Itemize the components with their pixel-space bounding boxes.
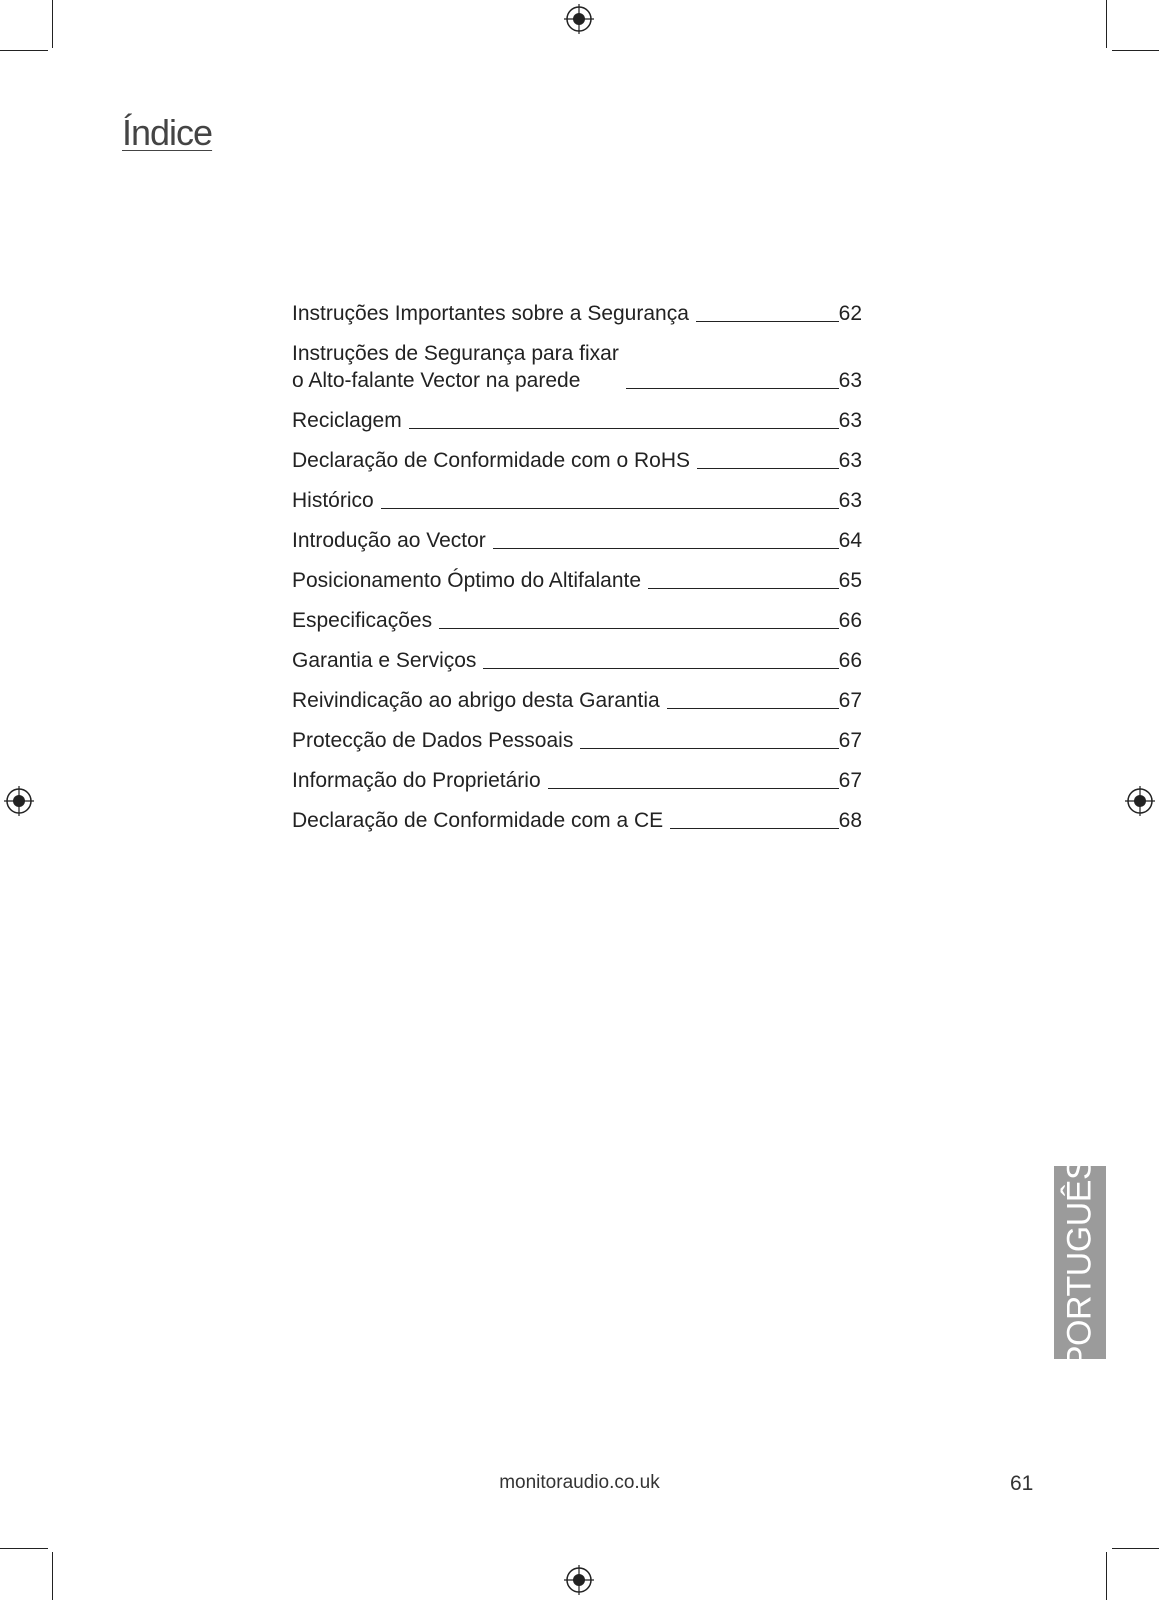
footer-url: monitoraudio.co.uk bbox=[499, 1472, 660, 1493]
toc-entry[interactable] bbox=[292, 340, 862, 394]
toc-leader bbox=[439, 628, 839, 629]
toc-leader bbox=[580, 748, 838, 749]
toc-entry-page: 66 bbox=[838, 649, 862, 672]
toc-entry-title: Histórico bbox=[292, 489, 374, 512]
toc-entry-page: 67 bbox=[838, 769, 862, 792]
toc-entry-title: Declaração de Conformidade com o RoHS bbox=[292, 449, 691, 472]
toc-entry[interactable] bbox=[292, 300, 862, 327]
toc-entry-title: Protecção de Dados Pessoais bbox=[292, 729, 574, 752]
toc-entry-page: 63 bbox=[838, 489, 862, 512]
language-tab bbox=[1054, 1157, 1106, 1368]
toc-entry-page: 67 bbox=[838, 729, 862, 752]
toc-entry-title: Introdução ao Vector bbox=[292, 529, 486, 552]
registration-mark-icon bbox=[1125, 786, 1155, 816]
toc-entry-title: Especificações bbox=[292, 609, 433, 632]
page-number: 61 bbox=[1010, 1472, 1034, 1495]
toc-entry[interactable] bbox=[292, 647, 862, 674]
toc-entry-title-line: o Alto-falante Vector na parede bbox=[292, 369, 581, 392]
crop-mark bbox=[1112, 1548, 1159, 1549]
toc-leader bbox=[648, 588, 839, 589]
table-of-contents bbox=[292, 300, 862, 847]
toc-leader bbox=[548, 788, 839, 789]
toc-entry[interactable] bbox=[292, 607, 862, 634]
toc-entry[interactable] bbox=[292, 687, 862, 714]
toc-entry-page: 63 bbox=[838, 449, 862, 472]
toc-entry-page: 63 bbox=[838, 369, 862, 392]
toc-entry-title: Posicionamento Óptimo do Altifalante bbox=[292, 569, 642, 592]
toc-entry-title: Garantia e Serviços bbox=[292, 649, 477, 672]
toc-leader bbox=[483, 668, 838, 669]
toc-entry-page: 66 bbox=[838, 609, 862, 632]
registration-mark-icon bbox=[564, 1565, 594, 1595]
toc-entry-page: 63 bbox=[838, 409, 862, 432]
crop-mark bbox=[0, 50, 48, 51]
toc-leader bbox=[493, 548, 839, 549]
crop-mark bbox=[1106, 0, 1107, 48]
registration-mark-icon bbox=[564, 4, 594, 34]
toc-entry[interactable] bbox=[292, 567, 862, 594]
crop-mark bbox=[1106, 1552, 1107, 1600]
crop-mark bbox=[52, 1552, 53, 1600]
toc-entry-title: Informação do Proprietário bbox=[292, 769, 541, 792]
toc-entry[interactable] bbox=[292, 807, 862, 834]
toc-entry[interactable] bbox=[292, 487, 862, 514]
registration-mark-icon bbox=[4, 786, 34, 816]
toc-entry[interactable] bbox=[292, 727, 862, 754]
toc-leader bbox=[696, 321, 839, 322]
crop-mark bbox=[0, 1548, 48, 1549]
toc-leader bbox=[626, 388, 839, 389]
toc-leader bbox=[697, 468, 839, 469]
toc-entry[interactable] bbox=[292, 407, 862, 434]
toc-entry-page: 62 bbox=[838, 302, 862, 325]
toc-leader bbox=[667, 708, 839, 709]
toc-entry-title: Declaração de Conformidade com a CE bbox=[292, 809, 664, 832]
toc-entry-page: 65 bbox=[838, 569, 862, 592]
toc-entry[interactable] bbox=[292, 767, 862, 794]
toc-entry-page: 67 bbox=[838, 689, 862, 712]
toc-entry-title: Reivindicação ao abrigo desta Garantia bbox=[292, 689, 660, 712]
crop-mark bbox=[1112, 50, 1159, 51]
language-tab-label: PORTUGUÊS bbox=[1060, 1157, 1099, 1368]
toc-leader bbox=[409, 428, 839, 429]
toc-entry-page: 68 bbox=[838, 809, 862, 832]
toc-entry-title bbox=[292, 340, 619, 394]
toc-leader bbox=[670, 828, 838, 829]
toc-entry[interactable] bbox=[292, 447, 862, 474]
toc-entry-title: Instruções Importantes sobre a Segurança bbox=[292, 302, 689, 325]
toc-entry-page: 64 bbox=[838, 529, 862, 552]
toc-entry-title: Reciclagem bbox=[292, 409, 402, 432]
toc-entry-title-line: Instruções de Segurança para fixar bbox=[292, 342, 619, 365]
crop-mark bbox=[52, 0, 53, 48]
toc-leader bbox=[381, 508, 839, 509]
page-title: Índice bbox=[122, 112, 213, 153]
toc-entry[interactable] bbox=[292, 527, 862, 554]
